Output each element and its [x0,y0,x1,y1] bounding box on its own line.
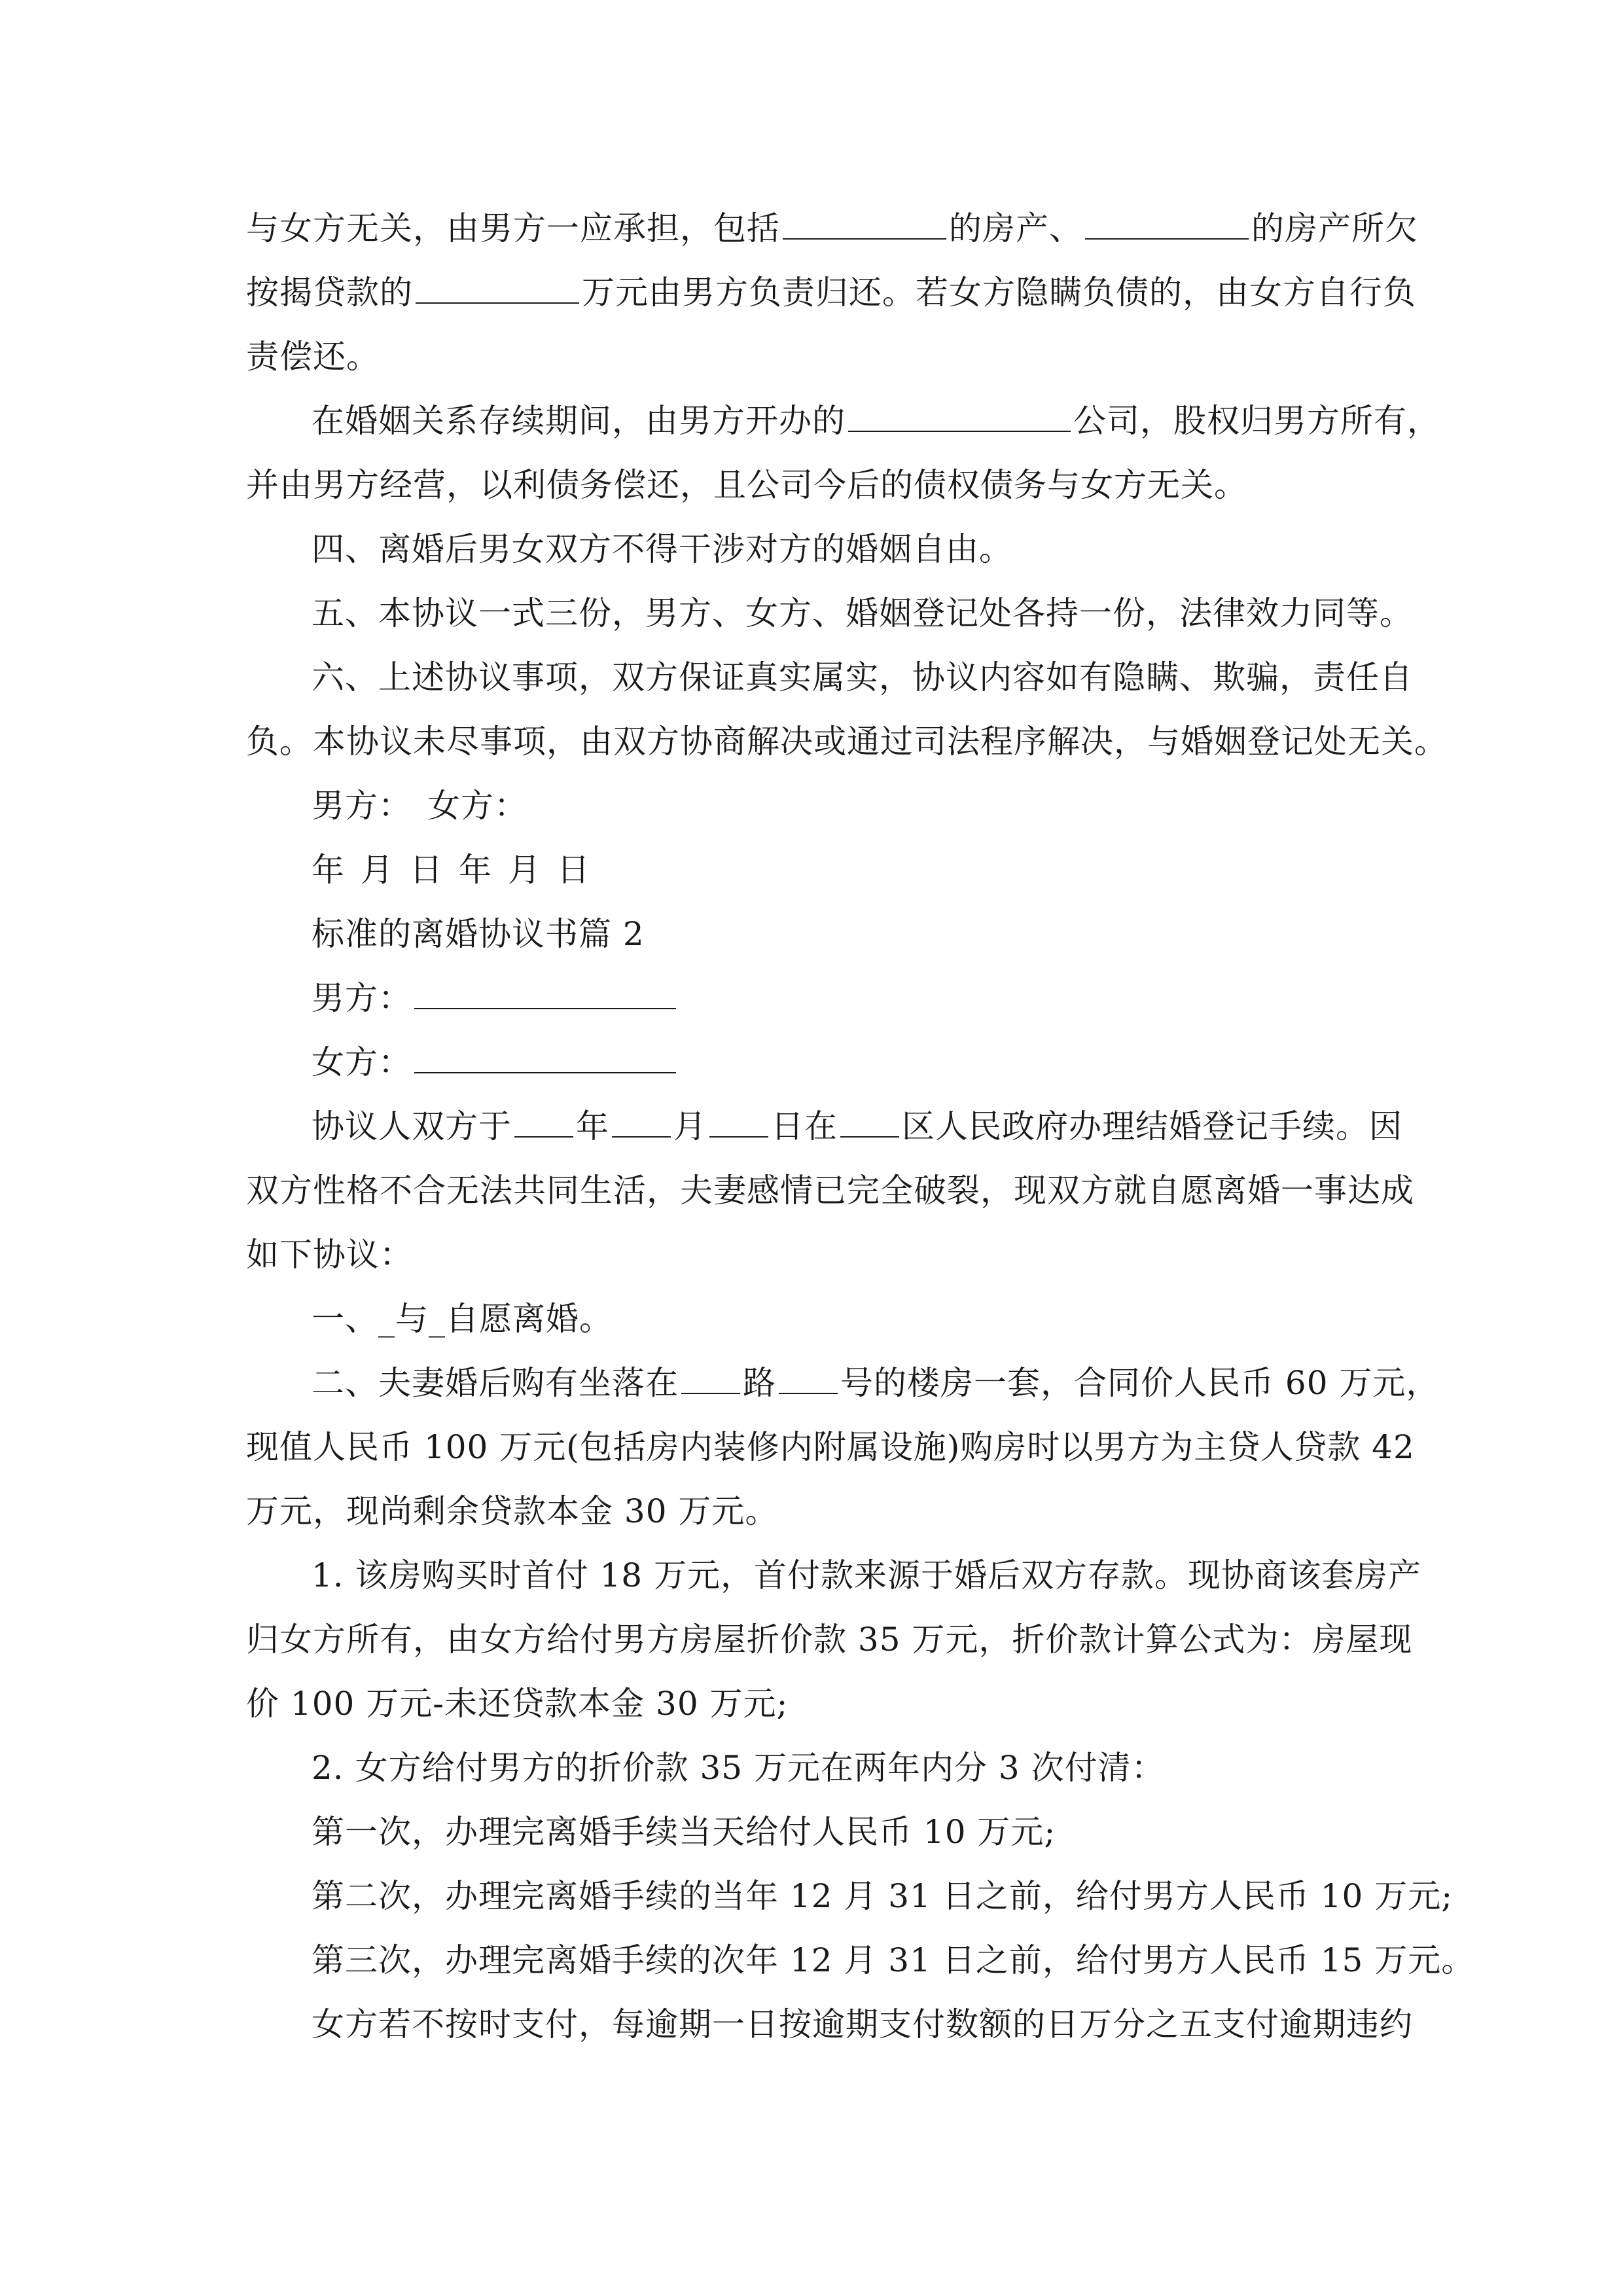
blank-line [1085,238,1249,240]
text-line: 2. 女方给付男方的折价款 35 万元在两年内分 3 次付清： [312,1749,1165,1787]
text-line: 五、本协议一式三份，男方、女方、婚姻登记处各持一份，法律效力同等。 [312,594,1413,632]
text-line: 归女方所有，由女方给付男方房屋折价款 35 万元，折价款计算公式为：房屋现 [246,1621,1413,1659]
male-party-line: 男方： [246,966,1385,1030]
section-title: 标准的离婚协议书篇 2 [312,915,645,953]
text-line: 现值人民币 100 万元(包括房内装修内附属设施)购房时以男方为主贷人贷款 42 [246,1428,1415,1466]
text-line: 在婚姻关系存续期间，由男方开办的 公司，股权归男方所有， [312,402,1440,440]
blank-line [681,1392,740,1394]
text-line: 万元，现尚剩余贷款本金 30 万元。 [246,1492,779,1530]
blank-line [709,1136,768,1138]
text-line: 四、离婚后男女双方不得干涉对方的婚姻自由。 [312,530,1012,568]
text-line: 如下协议： [246,1236,413,1274]
text-line: 并由男方经营，以利债务偿还，且公司今后的债权债务与女方无关。 [246,466,1247,504]
text-line: 第二次，办理完离婚手续的当年 12 月 31 日之前，给付男方人民币 10 万元; [312,1877,1454,1915]
text-line: 女方若不按时支付，每逾期一日按逾期支付数额的日万分之五支付逾期违约 [312,2005,1413,2043]
text-line: 与女方无关，由男方一应承担，包括 的房产、 的房产所欠 [246,209,1418,247]
text-line: 按揭贷款的 万元由男方负责归还。若女方隐瞒负债的，由女方自行负 [246,274,1416,312]
text-line: 双方性格不合无法共同生活，夫妻感情已完全破裂，现双方就自愿离婚一事达成 [246,1172,1414,1210]
document-page [246,196,1475,2056]
text-line: 负。本协议未尽事项，由双方协商解决或通过司法程序解决，与婚姻登记处无关。 [246,723,1448,761]
text-line: 责偿还。 [246,338,380,376]
female-party-line: 女方： [246,1030,1385,1094]
text-line: 二、夫妻婚后购有坐落在 路 号的楼房一套，合同价人民币 60 万元， [312,1364,1440,1402]
text-line: 第三次，办理完离婚手续的次年 12 月 31 日之前，给付男方人民币 15 万元。 [312,1941,1475,1979]
text-line: 六、上述协议事项，双方保证真实属实，协议内容如有隐瞒、欺骗，责任自 [312,658,1413,696]
blank-line [848,430,1071,432]
blank-line [514,1136,573,1138]
blank-line [840,1136,899,1138]
blank-line [414,1007,676,1009]
text-line: 价 100 万元-未还贷款本金 30 万元; [246,1685,789,1723]
text-line: 一、_与_自愿离婚。 [312,1300,613,1338]
text-line: 1. 该房购买时首付 18 万元，首付款来源于婚后双方存款。现协商该套房产 [312,1556,1422,1594]
blank-line [783,238,946,240]
date-line: 年 月 日 年 月 日 [312,851,590,889]
text-line: 第一次，办理完离婚手续当天给付人民币 10 万元; [312,1813,1056,1851]
signature-line: 男方： 女方： [312,787,527,825]
text-line: 协议人双方于 年 月 日在 区人民政府办理结婚登记手续。因 [312,1107,1402,1145]
blank-line [416,302,579,304]
blank-line [414,1071,676,1073]
blank-line [612,1136,671,1138]
blank-line [779,1392,838,1394]
